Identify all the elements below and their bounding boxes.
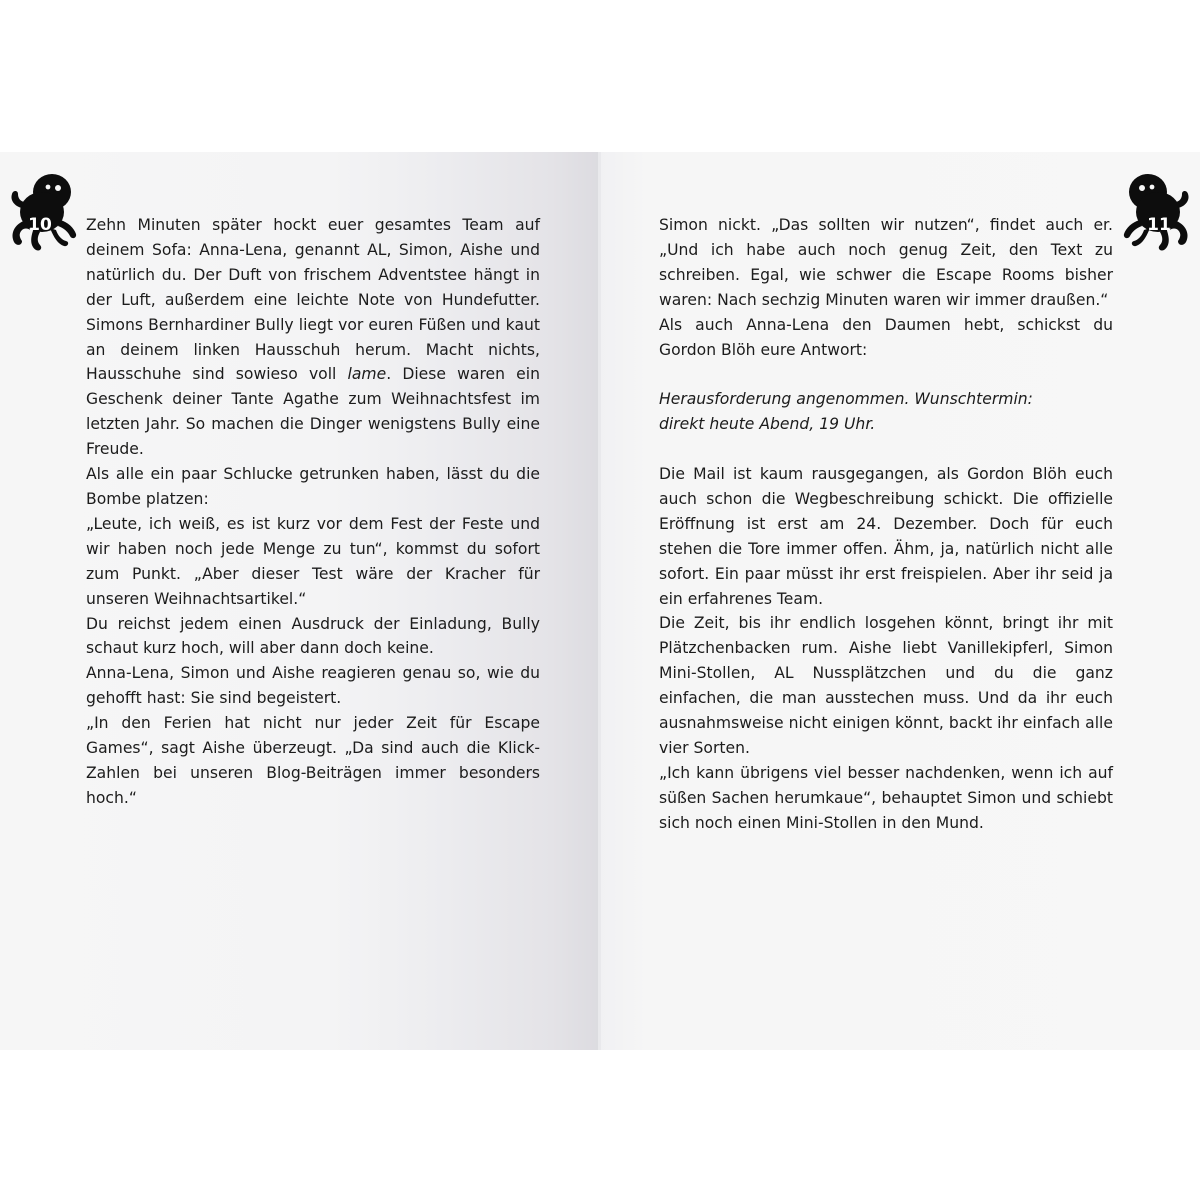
page-number-right: 11 — [1147, 215, 1171, 235]
paragraph: „In den Ferien hat nicht nur jeder Zeit für Escape Games“, sagt Aishe überzeugt. „Da sind auch die Klick-Zahlen bei unseren Blog-Beiträgen immer besonders hoch.“ — [86, 714, 540, 807]
octopus-shape — [6, 168, 80, 254]
page-number-left: 10 — [28, 215, 52, 235]
paragraph-text: Zehn Minuten später hockt euer gesamtes Team auf deinem Sofa: Anna-Lena, genannt AL, Simon, Aishe und natürlich du. Der Duft von frischem Adventstee hängt in der Luft, außerdem eine leichte Note von Hundefutter. Simons Bernhardiner Bully liegt vor euren Füßen und kaut an deinem linken Hausschuh herum. Macht nichts, Hausschuhe sind sowieso voll — [86, 216, 540, 384]
octopus-icon — [1120, 168, 1194, 254]
italic-word: lame — [347, 365, 387, 384]
paragraph: Du reichst jedem einen Ausdruck der Einladung, Bully schaut kurz hoch, will aber dann doch keine. — [86, 614, 540, 658]
paragraph: „Ich kann übrigens viel besser nachdenken, wenn ich auf süßen Sachen herumkaue“, behauptet Simon und schiebt sich noch einen Mini-Stollen in den Mund. — [659, 763, 1113, 832]
paragraph: Die Zeit, bis ihr endlich losgehen könnt, bringt ihr mit Plätzchenbacken rum. Aishe liebt Vanillekipferl, Simon Mini-Stollen, AL Nussplätzchen und du die ganz einfachen, die man ausstechen muss. Und da ihr euch ausnahmsweise nicht einigen könnt, backt ihr einfach alle vier Sorten. — [659, 614, 1113, 757]
italic-text: Herausforderung angenommen. Wunschtermin: — [659, 390, 1033, 409]
paragraph: Als alle ein paar Schlucke getrunken haben, lässt du die Bombe platzen: — [86, 465, 540, 508]
paragraph — [86, 213, 540, 462]
paragraph: Als auch Anna-Lena den Daumen hebt, schickst du Gordon Blöh eure Antwort: — [659, 315, 1113, 359]
italic-line — [659, 412, 1113, 437]
blank-line — [659, 362, 1113, 387]
paragraph: Die Mail ist kaum rausgegangen, als Gordon Blöh euch auch schon die Wegbeschreibung schickt. Die offizielle Eröffnung ist erst am 24. Dezember. Doch für euch stehen die Tore immer offen. Ähm, ja, natürlich nicht alle sofort. Ein paar müsst ihr erst freispielen. Aber ihr seid ja ein erfahrenes Team. — [659, 465, 1113, 608]
book-spread — [0, 152, 1200, 1050]
right-page-text — [659, 213, 1113, 836]
italic-text: direkt heute Abend, 19 Uhr. — [659, 415, 876, 434]
paragraph: Simon nickt. „Das sollten wir nutzen“, findet auch er. „Und ich habe auch noch genug Zeit, den Text zu schreiben. Egal, wie schwer die Escape Rooms bisher waren: Nach sechzig Minuten waren wir immer draußen.“ — [659, 216, 1113, 309]
paragraph: „Leute, ich weiß, es ist kurz vor dem Fest der Feste und wir haben noch jede Menge zu tun“, kommst du sofort zum Punkt. „Aber dieser Test wäre der Kracher für unseren Weihnachtsartikel.“ — [86, 514, 540, 608]
paragraph-text: . Diese waren ein Geschenk deiner Tante Agathe zum Weihnachtsfest im letzten Jahr. So machen die Dinger wenigstens Bully eine Freude. — [86, 365, 540, 459]
paragraph: Anna-Lena, Simon und Aishe reagieren genau so, wie du gehofft hast: Sie sind begeistert. — [86, 664, 540, 708]
octopus-shape — [1120, 168, 1194, 254]
left-page-text — [86, 213, 540, 811]
octopus-icon — [6, 168, 80, 254]
italic-line — [659, 387, 1113, 412]
book-gutter — [598, 152, 601, 1050]
blank-line — [659, 437, 1113, 462]
